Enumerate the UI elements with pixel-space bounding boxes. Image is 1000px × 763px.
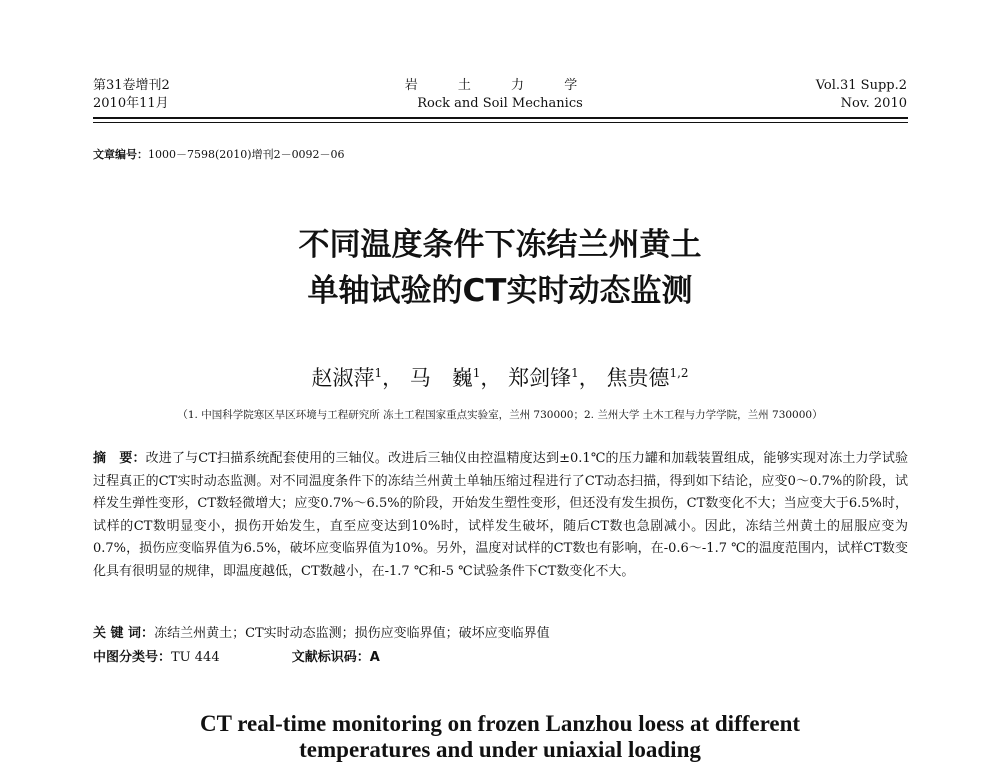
paper-title-en-line1: CT real-time monitoring on frozen Lanzhou loess at different [199, 711, 801, 736]
paper-title-en-line2: temperatures and under uniaxial loading [299, 737, 701, 762]
paper-title-en [0, 711, 1000, 763]
document-code-value: A [369, 650, 380, 665]
affiliations: （1. 中国科学院寒区旱区环境与工程研究所 冻土工程国家重点实验室，兰州 730000；2. 兰州大学 土木工程与力学学院，兰州 730000） [177, 409, 823, 421]
clc-label: 中图分类号： [93, 650, 172, 665]
keywords [93, 622, 550, 641]
volume-en: Vol.31 Supp.2 [815, 78, 907, 93]
keywords-text: 冻结兰州黄土；CT实时动态监测；损伤应变临界值；破坏应变临界值 [154, 626, 550, 641]
author-separator: ， [578, 366, 600, 390]
clc-value: TU 444 [171, 650, 220, 665]
author-name: 马 巍 [409, 366, 473, 390]
classification [93, 646, 380, 665]
author-list [0, 362, 1000, 392]
author-name: 赵淑萍 [311, 366, 375, 390]
article-number [93, 146, 345, 162]
journal-title-cn: 岩 土 力 学 [404, 78, 596, 93]
paper-title-cn [0, 222, 1000, 314]
journal-title-en: Rock and Soil Mechanics [417, 96, 583, 111]
keywords-label: 关 键 词： [93, 626, 155, 641]
author-affiliation-mark: 1,2 [669, 366, 689, 380]
abstract-text: 改进了与CT扫描系统配套使用的三轴仪。改进后三轴仪由控温精度达到±0.1℃的压力罐和加载装置组成，能够实现对冻土力学试验过程真正的CT实时动态监测。对不同温度条件下的冻结兰州黄土单轴压缩过程进行了CT动态扫描，得到如下结论，应变0～0.7%的阶段，试样发生弹性变形，CT数轻微增大；应变0.7%～6.5%的阶段，开始发生塑性变形，但还没有发生损伤，CT数变化不大；当应变大于6.5%时，试样的CT数明显变小，损伤开始发生，直至应变达到10%时，试样发生破坏，随后CT数也急剧减小。因此，冻结兰州黄土的屈服应变为0.7%，损伤应变临界值为6.5%，破坏应变临界值为10%。另外，温度对试样的CT数也有影响，在-0.6～-1.7 ℃的温度范围内，试样CT数变化具有很明显的规律，即温度越低，CT数越小，在-1.7 ℃和-5 ℃试验条件下CT数变化不大。 [93, 451, 908, 579]
author-separator: ， [480, 366, 502, 390]
date-en: Nov. 2010 [840, 96, 907, 111]
author-name: 焦贵德 [606, 366, 670, 390]
author-affiliation-mark: 1 [472, 366, 481, 380]
document-code-label: 文献标识码： [291, 650, 370, 665]
author-affiliation-mark: 1 [374, 366, 383, 380]
volume-cn: 第31卷增刊2 [93, 78, 170, 93]
paper-title-cn-line1: 不同温度条件下冻结兰州黄土 [298, 227, 702, 263]
header-rule-thin [93, 122, 908, 123]
author-name: 郑剑锋 [508, 366, 572, 390]
author-affiliation-mark: 1 [571, 366, 579, 380]
author-separator: ， [382, 366, 404, 390]
article-number-label: 文章编号： [93, 148, 148, 161]
header-rule-thick [93, 117, 908, 119]
abstract-label: 摘 要： [93, 451, 146, 466]
paper-title-cn-line2: 单轴试验的CT实时动态监测 [307, 273, 693, 309]
article-number-value: 1000－7598(2010)增刊2－0092－06 [148, 148, 345, 161]
date-cn: 2010年11月 [93, 96, 169, 111]
abstract [93, 448, 908, 584]
header-right [816, 77, 907, 113]
